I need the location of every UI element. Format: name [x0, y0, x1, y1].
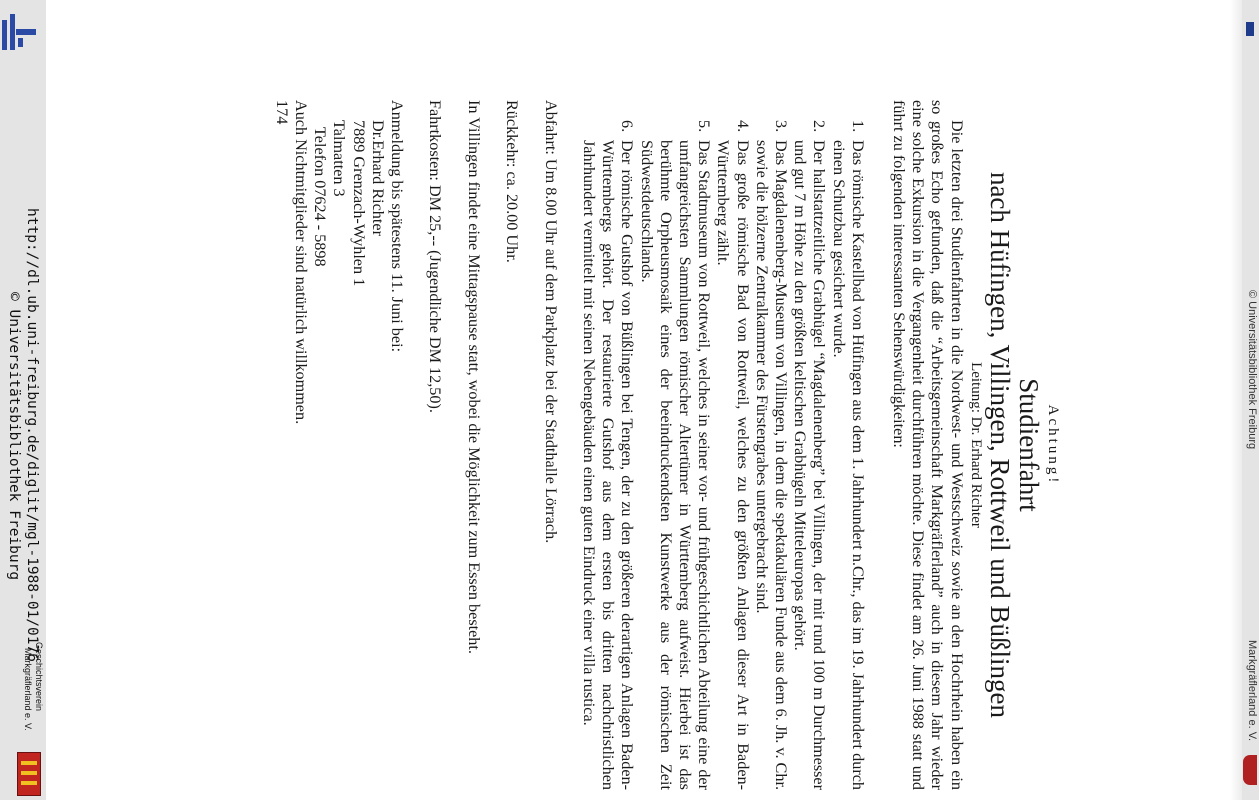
list-item-number: 4.	[733, 120, 752, 133]
registration-intro: Anmeldung bis spätestens 11. Juni bei:	[387, 100, 406, 353]
trip-leader: Leitung: Dr. Erhard Richter	[967, 362, 984, 528]
list-item-text: Das römische Kastellbad von Hüfingen aus dem 1. Jahrhundert n.Chr., das im 19. Jahrhundert durch einen Schutzbau gesichert wurde.	[829, 140, 867, 790]
list-item-number: 5.	[695, 120, 714, 133]
page-heading: Achtung!	[1045, 404, 1061, 486]
right-edge-text-bottom: Markgräflerland e. V.	[1246, 640, 1258, 742]
page-edge-shadow	[1230, 0, 1242, 800]
page-number: 174	[272, 100, 291, 125]
list-item-number: 3.	[771, 120, 790, 133]
page-title-line2: nach Hüfingen, Villingen, Rottweil und Büßlingen	[984, 171, 1015, 719]
contact-phone: Telefon 07624 - 5898	[311, 127, 330, 267]
source-library: © Universitätsbibliothek Freiburg	[6, 292, 22, 581]
source-url: http://dl.ub.uni-freiburg.de/diglit/mgl-1988-01/0176	[24, 208, 40, 662]
return-info: Rückkehr: ca. 20.00 Uhr.	[503, 100, 522, 263]
list-item-text: Das große römische Bad von Rottweil, welches zu den größten Anlagen dieser Art in Baden-Württemberg zählt.	[714, 140, 752, 790]
scanned-page	[272, 100, 1062, 790]
list-item	[828, 100, 866, 790]
list-item-number: 1.	[848, 120, 867, 133]
list-item	[579, 100, 637, 790]
list-item	[713, 100, 751, 790]
list-item	[752, 100, 790, 790]
list-item	[636, 100, 713, 790]
contact-street: Talmatten 3	[330, 120, 349, 197]
sights-list	[579, 100, 867, 790]
lunch-info: In Villingen findet eine Mittagspause statt, wobei die Möglichkeit zum Essen besteht.	[464, 100, 483, 654]
welcome-note: Auch Nichtmitglieder sind natürlich willkommen.	[291, 100, 310, 425]
right-edge-text-top: © Universitätsbibliothek Freiburg	[1246, 290, 1258, 450]
list-item-text: Das Stadtmuseum von Rottweil, welches in seiner vor- und frühgeschichtlichen Abteilung eine der umfangreichsten Sammlungen römischer Altertümer in Württemberg aufweist. Hierbei ist das berühmte Orpheusmosaik eines der beeindruckendsten Kunstwerke aus der römischen Zeit Südwestdeutschlands.	[637, 140, 714, 790]
list-item-number: 2.	[810, 120, 829, 133]
contact-city: 7889 Grenzach-Wyhlen 1	[349, 120, 368, 287]
list-item	[790, 100, 828, 790]
cost-info: Fahrtkosten: DM 25,-- (Jugendliche DM 12,50).	[426, 100, 445, 413]
society-name-line1: Geschichtsverein	[34, 642, 44, 712]
right-edge-marker-icon	[1246, 22, 1254, 36]
society-name-line2: Markgräflerland e. V.	[23, 648, 33, 731]
list-item-text: Das Magdalenenberg-Museum von Villingen, in dem die spektakulären Funde aus dem 6. Jh. v. Chr. sowie die hölzerne Zentralkammer des Fürstengrabes untergebracht sind.	[752, 140, 790, 790]
list-item-text: Der hallstattzeitliche Grabhügel “Magdalenenberg” bei Villingen, der mit rund 100 m Durchmesser und gut 7 m Höhe zu den größten keltischen Grabhügeln Mitteleuropas gehört.	[791, 140, 829, 790]
contact-name: Dr.Erhard Richter	[368, 120, 387, 236]
society-crest-icon	[17, 752, 41, 796]
intro-paragraph: Die letzten drei Studienfahrten in die Nordwest- und Westschweiz sowie an den Hochrhein haben ein so großes Echo gefunden, daß die “Arbeitsgemeinschaft Markgräflerland” auch in diesem Jahr wieder eine solche Exkursion in die Vergangenheit durchführen möchte. Diese findet am 26. Juni 1988 statt und führt zu folgenden interessanten Sehenswürdigkeiten:	[889, 100, 966, 790]
library-logo-icon	[0, 14, 38, 50]
page-title-line1: Studienfahrt	[1013, 378, 1044, 512]
right-edge-badge-icon	[1243, 755, 1257, 785]
departure-info: Abfahrt: Um 8.00 Uhr auf dem Parkplatz bei der Stadthalle Lörrach.	[541, 100, 560, 544]
list-item-text: Der römische Gutshof von Büßlingen bei Tengen, der zu den größeren derartigen Anlagen Baden-Württembergs gehört. Der restaurierte Gutshof aus dem ersten bis dritten nachchristlichen Jahrhundert vermittelt mit seinen Nebengebäuden einen guten Eindruck einer villa rustica.	[579, 140, 637, 790]
list-item-number: 6.	[618, 120, 637, 133]
